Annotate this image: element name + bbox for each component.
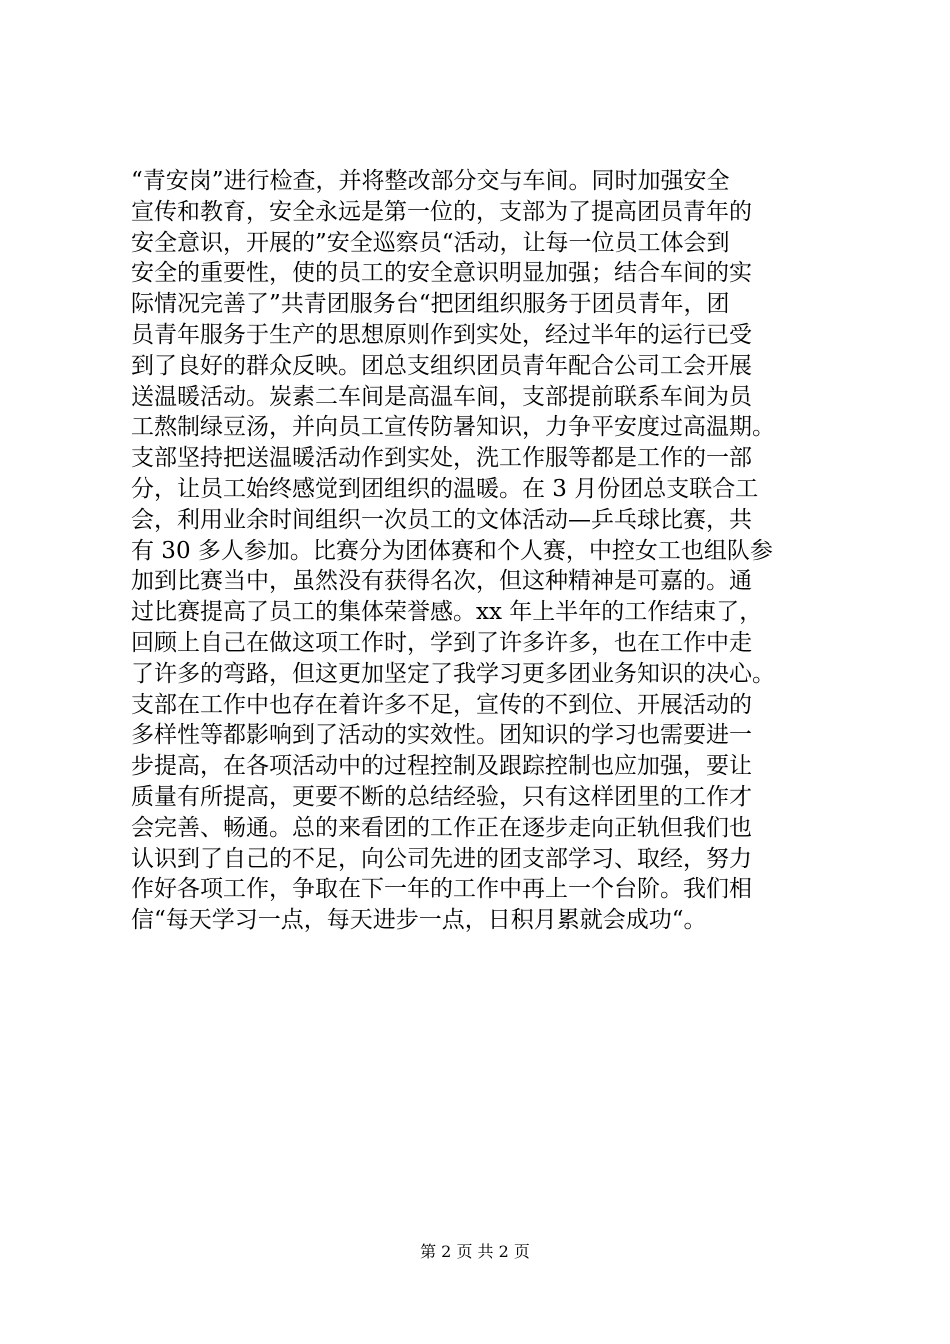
- text-line: 分，让员工始终感觉到团组织的温暖。在 3 月份团总支联合工: [131, 475, 759, 502]
- text-line: 质量有所提高，更要不断的总结经验，只有这样团里的工作才: [131, 783, 752, 810]
- text-line: 到了良好的群众反映。团总支组织团员青年配合公司工会开展: [131, 352, 752, 379]
- text-line: 宣传和教育，安全永远是第一位的，支部为了提高团员青年的: [131, 198, 752, 225]
- text-line: 支部坚持把送温暖活动作到实处，洗工作服等都是工作的一部: [131, 445, 752, 472]
- text-line: 有 30 多人参加。比赛分为团体赛和个人赛，中控女工也组队参: [131, 537, 773, 564]
- text-line: 会完善、畅通。总的来看团的工作正在逐步走向正轨但我们也: [131, 814, 752, 841]
- text-line: 回顾上自己在做这项工作时，学到了许多许多，也在工作中走: [131, 629, 752, 656]
- text-line: 会，利用业余时间组织一次员工的文体活动—乒乓球比赛，共: [131, 506, 752, 533]
- page-footer: [0, 1240, 950, 1264]
- page-number-label: 第 2 页 共 2 页: [420, 1242, 530, 1261]
- text-line: 加到比赛当中，虽然没有获得名次，但这种精神是可嘉的。通: [131, 568, 752, 595]
- body-text: [131, 166, 851, 936]
- text-line: 步提高，在各项活动中的过程控制及跟踪控制也应加强，要让: [131, 753, 752, 780]
- text-line: 了许多的弯路，但这更加坚定了我学习更多团业务知识的决心。: [131, 660, 775, 687]
- text-line: 支部在工作中也存在着许多不足，宣传的不到位、开展活动的: [131, 691, 752, 718]
- text-line: 工熬制绿豆汤，并向员工宣传防暑知识，力争平安度过高温期。: [131, 414, 775, 441]
- text-line: “青安岗”进行检查，并将整改部分交与车间。同时加强安全: [131, 168, 730, 194]
- text-line: 安全的重要性，使的员工的安全意识明显加强；结合车间的实: [131, 260, 752, 287]
- text-line: 作好各项工作，争取在下一年的工作中再上一个台阶。我们相: [131, 876, 752, 903]
- text-line: 际情况完善了”共青团服务台“把团组织服务于团员青年，团: [131, 291, 730, 318]
- text-line: 安全意识，开展的”安全巡察员“活动，让每一位员工体会到: [131, 229, 730, 256]
- text-line: 认识到了自己的不足，向公司先进的团支部学习、取经，努力: [131, 845, 752, 872]
- text-line: 员青年服务于生产的思想原则作到实处，经过半年的运行已受: [131, 321, 752, 348]
- text-line: 信“每天学习一点，每天进步一点，日积月累就会成功“。: [131, 907, 707, 934]
- text-line: 送温暖活动。炭素二车间是高温车间，支部提前联系车间为员: [131, 383, 752, 410]
- text-line: 过比赛提高了员工的集体荣誉感。xx 年上半年的工作结束了，: [131, 599, 763, 626]
- text-line: 多样性等都影响到了活动的实效性。团知识的学习也需要进一: [131, 722, 752, 749]
